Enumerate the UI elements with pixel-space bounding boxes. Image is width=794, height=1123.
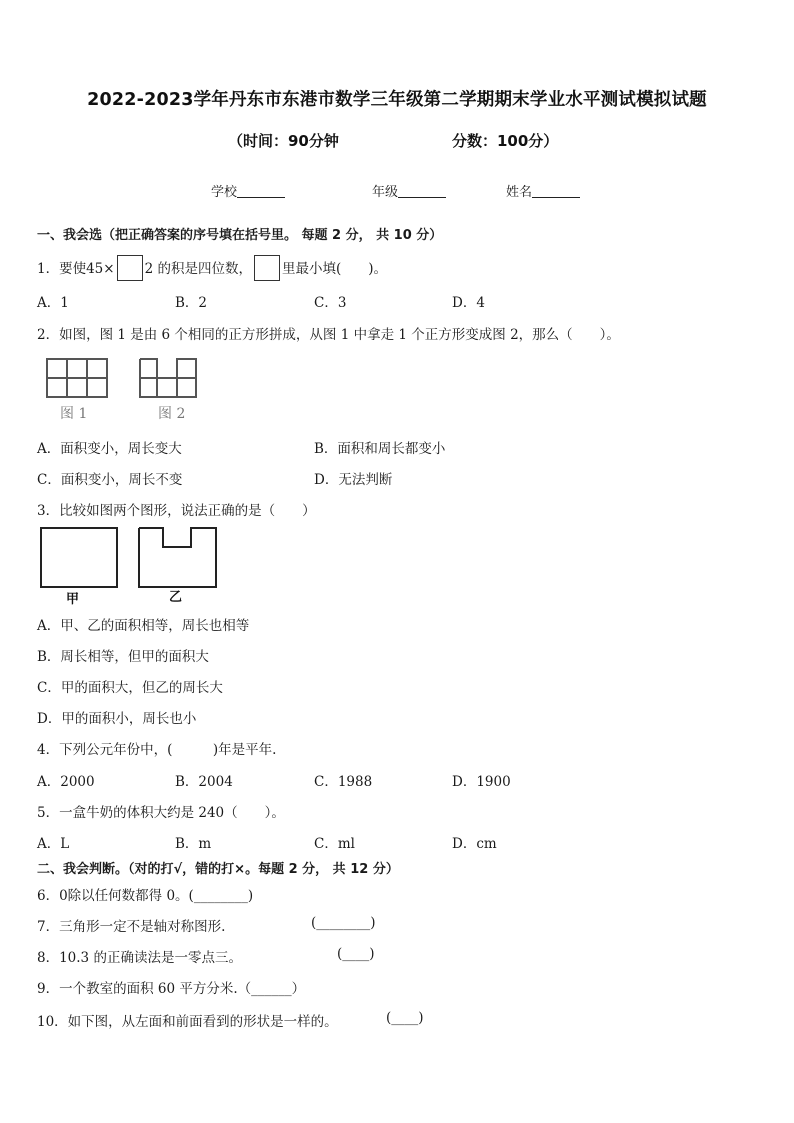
q1-option-c: C．3 xyxy=(314,295,347,311)
q10-answer-blank: (____) xyxy=(386,1010,424,1026)
question-6: 6．0除以任何数都得 0。(________) xyxy=(37,888,254,904)
q3-option-a: A．甲、乙的面积相等，周长也相等 xyxy=(37,618,250,634)
q1-option-a: A．1 xyxy=(37,295,69,311)
school-field xyxy=(211,181,285,200)
question-5: 5．一盒牛奶的体积大约是 240（ ）。 xyxy=(37,805,285,821)
q5-option-c: C．ml xyxy=(314,836,355,852)
school-label: 学校 xyxy=(211,185,238,200)
q5-option-a: A．L xyxy=(37,836,70,852)
q3-option-d: D．甲的面积小，周长也小 xyxy=(37,711,197,727)
q4-option-c: C．1988 xyxy=(314,774,373,790)
q5-option-d: D．cm xyxy=(452,836,497,852)
shape-jia-label: 甲 xyxy=(66,592,80,605)
grade-label: 年级 xyxy=(372,185,399,200)
figure-2-label: 图 2 xyxy=(158,406,186,422)
q5-option-b: B．m xyxy=(175,836,212,852)
figure-1-grid xyxy=(47,359,107,397)
q4-option-d: D．1900 xyxy=(452,774,511,790)
figure-2-grid xyxy=(140,359,196,397)
q3-option-c: C．甲的面积大，但乙的周长大 xyxy=(37,680,223,696)
answer-box xyxy=(117,255,143,281)
name-field xyxy=(506,181,580,200)
question-2: 2．如图，图 1 是由 6 个相同的正方形拼成，从图 1 中拿走 1 个正方形变成图 2，那么（ ）。 xyxy=(37,327,620,343)
q3-figure xyxy=(38,525,223,605)
q3-option-b: B．周长相等，但甲的面积大 xyxy=(37,649,209,665)
question-10: 10．如下图，从左面和前面看到的形状是一样的。 xyxy=(37,1014,338,1030)
exam-time: （时间：90分钟 xyxy=(228,132,339,150)
q1-text-c: 里最小填( )。 xyxy=(281,261,388,277)
q1-text-b: 2 的积是四位数， xyxy=(144,261,252,277)
question-7: 7．三角形一定不是轴对称图形. xyxy=(37,919,226,935)
q2-option-d: D．无法判断 xyxy=(314,472,393,488)
q2-option-a: A．面积变小，周长变大 xyxy=(37,441,182,457)
q1-text-a: 1．要使45× xyxy=(37,261,115,277)
shape-jia xyxy=(41,528,117,587)
shape-yi-label: 乙 xyxy=(169,590,183,605)
q8-answer-blank: (____) xyxy=(337,946,375,962)
q1-option-b: B．2 xyxy=(175,295,208,311)
exam-score: 分数：100分） xyxy=(452,132,559,150)
page-title: 2022-2023学年丹东市东港市数学三年级第二学期期末学业水平测试模拟试题 xyxy=(87,90,707,110)
question-8: 8．10.3 的正确读法是一零点三。 xyxy=(37,950,242,966)
section-1-heading: 一、我会选（把正确答案的序号填在括号里。 每题 2 分， 共 10 分） xyxy=(37,228,443,243)
grade-field xyxy=(372,181,446,200)
question-1 xyxy=(37,255,387,281)
q7-answer-blank: (________) xyxy=(311,915,376,931)
answer-box xyxy=(254,255,280,281)
figure-1-label: 图 1 xyxy=(60,406,88,422)
q2-option-b: B．面积和周长都变小 xyxy=(314,441,446,457)
question-9: 9．一个教室的面积 60 平方分米.（______） xyxy=(37,981,306,997)
q2-figure xyxy=(40,352,210,424)
question-4: 4．下列公元年份中，( )年是平年. xyxy=(37,742,277,758)
name-label: 姓名 xyxy=(506,185,533,200)
q4-option-a: A．2000 xyxy=(37,774,95,790)
section-2-heading: 二、我会判断。（对的打√，错的打×。每题 2 分， 共 12 分） xyxy=(37,862,399,877)
question-3: 3．比较如图两个图形，说法正确的是（ ） xyxy=(37,503,316,519)
q2-option-c: C．面积变小，周长不变 xyxy=(37,472,183,488)
q4-option-b: B．2004 xyxy=(175,774,233,790)
q1-option-d: D．4 xyxy=(452,295,485,311)
shape-yi xyxy=(139,528,216,587)
